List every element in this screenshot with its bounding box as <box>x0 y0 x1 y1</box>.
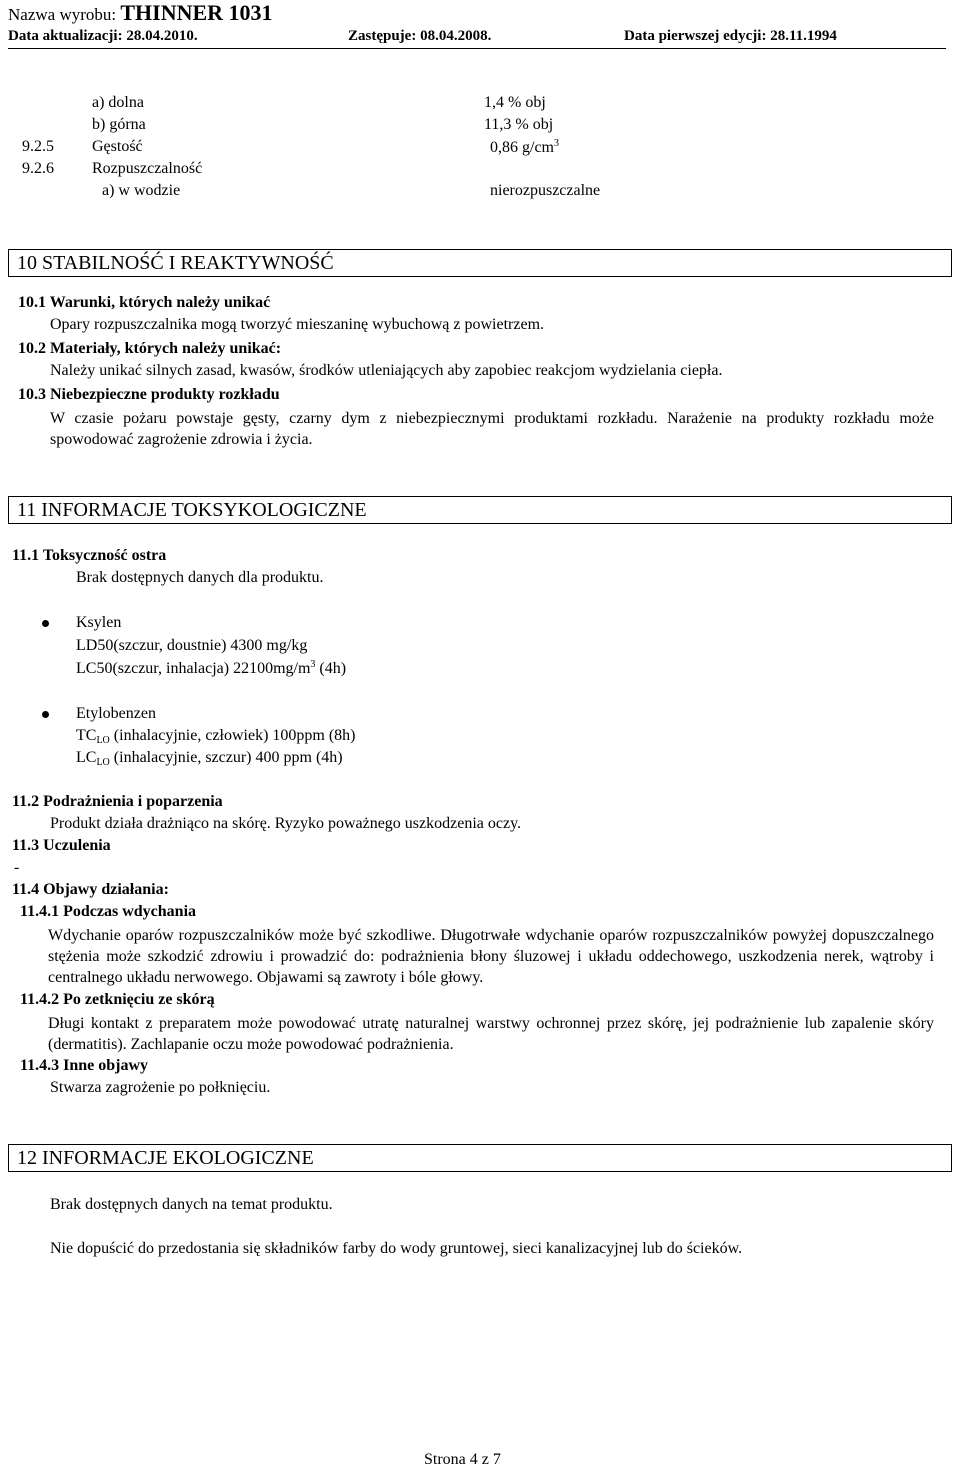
subsection-10-3-heading: 10.3 Niebezpieczne produkty rozkładu <box>18 386 280 403</box>
replaces-date: Zastępuje: 08.04.2008. <box>348 28 492 44</box>
density-label: Gęstość <box>92 138 143 155</box>
subsection-11-4-3-text: Stwarza zagrożenie po połknięciu. <box>50 1079 271 1096</box>
subsection-11-4-1-heading: 11.4.1 Podczas wdychania <box>20 903 197 920</box>
product-name: THINNER 1031 <box>120 0 273 25</box>
substance-name: Ksylen <box>76 614 122 631</box>
section-12-heading: 12 INFORMACJE EKOLOGICZNE <box>8 1144 952 1172</box>
subsection-10-1-heading: 10.1 Warunki, których należy unikać <box>18 294 271 311</box>
lower-limit-label: a) dolna <box>92 94 144 111</box>
substance-name: Etylobenzen <box>76 705 156 722</box>
density-value: 0,86 $g/cm^3$ <box>490 138 559 156</box>
toxicity-value: $LC_{LO}$ (inhalacyjnie, szczur) 400 ppm (4h) <box>76 749 343 768</box>
subsection-10-1-text: Opary rozpuszczalnika mogą tworzyć mieszaninę wybuchową z powietrzem. <box>50 316 545 333</box>
subsection-10-2-text: Należy unikać silnych zasad, kwasów, środków utleniających aby zapobiec reakcjom wydzielania ciepła. <box>50 362 723 379</box>
item-number: 9.2.6 <box>22 160 54 177</box>
section-12-text-1: Brak dostępnych danych na temat produktu. <box>50 1196 333 1213</box>
subsection-11-1-text: Brak dostępnych danych dla produktu. <box>76 569 324 586</box>
subsection-11-4-1-text: Wdychanie oparów rozpuszczalników może być szkodliwe. Długotrwałe wdychanie oparów rozpuszczalników powyżej dopuszczalnego stężenia może szkodzić zdrowiu i prowadzić do: podrażnienia błony śluzowej i układu oddechowego, uszkodzenia nerek, wątroby i centralnego układu nerwowego. Objawami są zawroty i bóle głowy. <box>48 927 934 986</box>
upper-limit-label: b) górna <box>92 116 146 133</box>
item-number: 9.2.5 <box>22 138 54 155</box>
subsection-10-3-text: W czasie pożaru powstaje gęsty, czarny dym z niebezpiecznymi produktami rozkładu. Narażenie na produkty rozkładu może spowodować zagrożenie zdrowia i życia. <box>50 410 934 448</box>
lower-limit-value: 1,4 % obj <box>484 94 546 111</box>
subsection-11-1-heading: 11.1 Toksyczność ostra <box>12 547 167 564</box>
toxicity-value: LD50(szczur, doustnie) 4300 mg/kg <box>76 637 308 654</box>
section-12-text-2: Nie dopuścić do przedostania się składników farby do wody gruntowej, sieci kanalizacyjnej lub do ścieków. <box>50 1240 743 1257</box>
update-date: Data aktualizacji: 28.04.2010. <box>8 28 198 44</box>
page-number: Strona 4 z 7 <box>424 1451 501 1468</box>
subsection-11-4-2-text: Długi kontakt z preparatem może powodować utratę naturalnej warstwy ochronnej przez skórę, jej podrażnienie lub zapalenie skóry (dermatitis). Zachlapanie oczu może powodować podrażnienia. <box>48 1015 934 1053</box>
toxicity-value: $TC_{LO}$ (inhalacyjnie, człowiek) 100ppm (8h) <box>76 727 356 746</box>
section-10-heading: 10 STABILNOŚĆ I REAKTYWNOŚĆ <box>8 249 952 277</box>
solubility-label: Rozpuszczalność <box>92 160 203 177</box>
subsection-11-4-2-heading: 11.4.2 Po zetknięciu ze skórą <box>20 991 215 1008</box>
subsection-11-2-text: Produkt działa drażniąco na skórę. Ryzyko poważnego uszkodzenia oczy. <box>50 815 522 832</box>
bullet-icon <box>42 620 49 627</box>
subsection-11-4-heading: 11.4 Objawy działania: <box>12 881 169 898</box>
subsection-10-2-heading: 10.2 Materiały, których należy unikać: <box>18 340 282 357</box>
toxicity-value: LC50(szczur, inhalacja) $22100mg/m^3$ (4h) <box>76 659 347 677</box>
product-label: Nazwa wyrobu: <box>8 5 117 24</box>
upper-limit-value: 11,3 % obj <box>484 116 554 133</box>
section-11-heading: 11 INFORMACJE TOKSYKOLOGICZNE <box>8 496 952 524</box>
header-divider <box>8 48 946 49</box>
product-name-line <box>8 0 273 25</box>
subsection-11-2-heading: 11.2 Podrażnienia i poparzenia <box>12 793 223 810</box>
subsection-11-4-3-heading: 11.4.3 Inne objawy <box>20 1057 149 1074</box>
subsection-11-3-text: - <box>14 859 20 876</box>
first-edition-date: Data pierwszej edycji: 28.11.1994 <box>624 28 837 44</box>
water-solubility-value: nierozpuszczalne <box>490 182 601 199</box>
bullet-icon <box>42 711 49 718</box>
water-solubility-label: a) w wodzie <box>102 182 181 199</box>
subsection-11-3-heading: 11.3 Uczulenia <box>12 837 111 854</box>
